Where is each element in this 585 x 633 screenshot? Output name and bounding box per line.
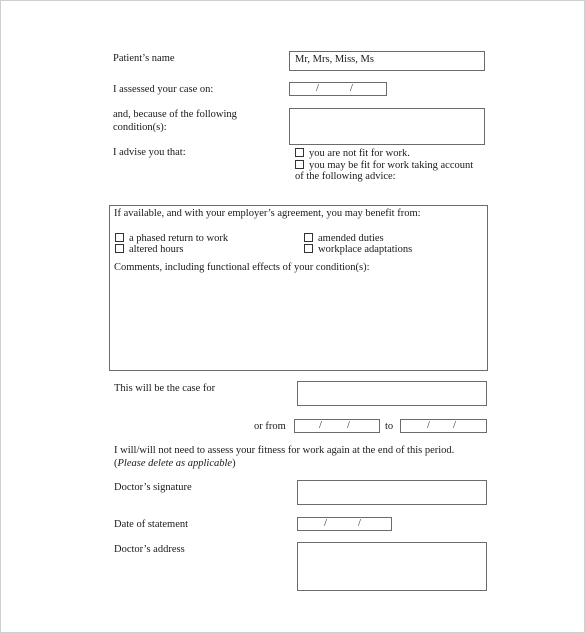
- from-date-field[interactable]: [294, 419, 380, 433]
- date-separator: /: [453, 420, 456, 431]
- date-separator: /: [358, 518, 361, 529]
- signature-field[interactable]: [297, 480, 487, 505]
- reassess-note: [114, 459, 236, 470]
- address-field[interactable]: [297, 542, 487, 591]
- advise-label: I advise you that:: [113, 147, 186, 158]
- date-separator: /: [350, 83, 353, 94]
- option-not-fit[interactable]: [295, 148, 410, 160]
- to-date-field[interactable]: [400, 419, 487, 433]
- workplace-adaptations-checkbox[interactable]: [304, 244, 313, 253]
- option-phased-return[interactable]: [115, 233, 228, 245]
- statement-date-field[interactable]: [297, 517, 392, 531]
- may-fit-label-cont: of the following advice:: [295, 171, 396, 182]
- address-label: Doctor’s address: [114, 544, 185, 555]
- date-separator: /: [427, 420, 430, 431]
- assessed-date-label: I assessed your case on:: [113, 84, 214, 95]
- or-from-label: or from: [254, 421, 286, 432]
- patient-name-field[interactable]: [289, 51, 485, 71]
- amended-duties-label: amended duties: [318, 233, 384, 244]
- condition-field[interactable]: [289, 108, 485, 145]
- signature-label: Doctor’s signature: [114, 482, 192, 493]
- not-fit-label: you are not fit for work.: [309, 148, 410, 159]
- option-amended-duties[interactable]: [304, 233, 384, 245]
- date-separator: /: [324, 518, 327, 529]
- date-separator: /: [319, 420, 322, 431]
- workplace-adaptations-label: workplace adaptations: [318, 244, 413, 255]
- date-separator: /: [347, 420, 350, 431]
- patient-name-label: Patient’s name: [113, 53, 175, 64]
- may-fit-checkbox[interactable]: [295, 160, 304, 169]
- phased-return-checkbox[interactable]: [115, 233, 124, 242]
- condition-label-line2: condition(s):: [113, 122, 167, 133]
- case-for-label: This will be the case for: [114, 383, 216, 394]
- comments-area[interactable]: [113, 277, 483, 367]
- amended-duties-checkbox[interactable]: [304, 233, 313, 242]
- option-altered-hours[interactable]: [115, 244, 184, 256]
- reassess-note-close: ): [232, 458, 236, 469]
- to-label: to: [385, 421, 394, 432]
- condition-label-line1: and, because of the following: [113, 109, 237, 120]
- reassess-note-text: Please delete as applicable: [117, 458, 233, 469]
- advice-heading: If available, and with your employer’s agreement, you may benefit from:: [114, 208, 421, 219]
- option-may-fit[interactable]: [295, 160, 473, 172]
- reassess-note-open: (: [114, 458, 118, 469]
- patient-name-value: Mr, Mrs, Miss, Ms: [295, 54, 374, 65]
- phased-return-label: a phased return to work: [129, 233, 229, 244]
- may-fit-label: you may be fit for work taking account: [309, 160, 474, 171]
- altered-hours-label: altered hours: [129, 244, 184, 255]
- not-fit-checkbox[interactable]: [295, 148, 304, 157]
- altered-hours-checkbox[interactable]: [115, 244, 124, 253]
- statement-date-label: Date of statement: [114, 519, 189, 530]
- assessed-date-field[interactable]: [289, 82, 387, 96]
- date-separator: /: [316, 83, 319, 94]
- option-workplace-adaptations[interactable]: [304, 244, 412, 256]
- reassess-statement: I will/will not need to assess your fitness for work again at the end of this period.: [114, 445, 455, 456]
- case-for-field[interactable]: [297, 381, 487, 406]
- comments-label: Comments, including functional effects of your condition(s):: [114, 262, 370, 273]
